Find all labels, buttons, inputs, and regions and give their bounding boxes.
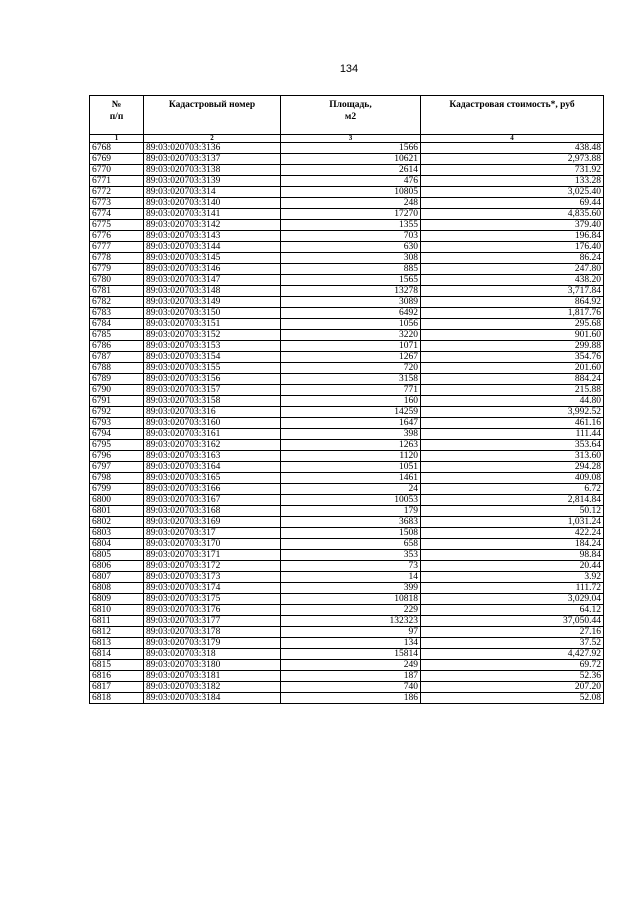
table-row [90, 418, 604, 429]
table-row [90, 473, 604, 484]
header-area: Площадь, м2 [281, 96, 421, 135]
cadastral-value-cell: 731.92 [421, 165, 604, 176]
cadastral-value-cell: 353.64 [421, 440, 604, 451]
area-cell: 10818 [281, 594, 421, 605]
table-row [90, 165, 604, 176]
row-number-cell: 6800 [90, 495, 144, 506]
table-row [90, 528, 604, 539]
row-number-cell: 6805 [90, 550, 144, 561]
table-row [90, 385, 604, 396]
row-number-cell: 6769 [90, 154, 144, 165]
cadastral-value-cell: 1,817.76 [421, 308, 604, 319]
row-number-cell: 6802 [90, 517, 144, 528]
cadastral-number-cell: 89:03:020703:3156 [144, 374, 281, 385]
cadastral-number-cell: 89:03:020703:3151 [144, 319, 281, 330]
area-cell: 249 [281, 660, 421, 671]
table-row [90, 693, 604, 704]
cadastral-value-cell: 176.40 [421, 242, 604, 253]
row-number-cell: 6773 [90, 198, 144, 209]
table-row [90, 308, 604, 319]
table-row [90, 341, 604, 352]
area-cell: 2614 [281, 165, 421, 176]
table-row [90, 638, 604, 649]
cadastral-number-cell: 89:03:020703:3158 [144, 396, 281, 407]
row-number-cell: 6768 [90, 143, 144, 154]
table-row [90, 429, 604, 440]
cadastral-number-cell: 89:03:020703:3161 [144, 429, 281, 440]
cadastral-number-cell: 89:03:020703:3178 [144, 627, 281, 638]
cadastral-value-cell: 864.92 [421, 297, 604, 308]
cadastral-value-cell: 3.92 [421, 572, 604, 583]
row-number-cell: 6812 [90, 627, 144, 638]
cadastral-value-cell: 461.16 [421, 418, 604, 429]
table-row [90, 176, 604, 187]
row-number-cell: 6803 [90, 528, 144, 539]
cadastral-value-cell: 207.20 [421, 682, 604, 693]
table-row [90, 671, 604, 682]
area-cell: 160 [281, 396, 421, 407]
cadastral-number-cell: 89:03:020703:3148 [144, 286, 281, 297]
cadastral-value-cell: 3,992.52 [421, 407, 604, 418]
row-number-cell: 6787 [90, 352, 144, 363]
cadastral-value-cell: 27.16 [421, 627, 604, 638]
cadastral-value-cell: 295.68 [421, 319, 604, 330]
row-number-cell: 6783 [90, 308, 144, 319]
cadastral-number-cell: 89:03:020703:318 [144, 649, 281, 660]
cadastral-value-cell: 52.08 [421, 693, 604, 704]
row-number-cell: 6780 [90, 275, 144, 286]
table-row [90, 616, 604, 627]
row-number-cell: 6791 [90, 396, 144, 407]
row-number-cell: 6795 [90, 440, 144, 451]
area-cell: 248 [281, 198, 421, 209]
cadastral-table [89, 95, 604, 704]
area-cell: 1461 [281, 473, 421, 484]
cadastral-value-cell: 86.24 [421, 253, 604, 264]
area-cell: 1267 [281, 352, 421, 363]
table-row [90, 484, 604, 495]
cadastral-number-cell: 89:03:020703:3143 [144, 231, 281, 242]
cadastral-number-cell: 89:03:020703:3150 [144, 308, 281, 319]
cadastral-value-cell: 98.84 [421, 550, 604, 561]
page-number: 134 [339, 63, 359, 75]
row-number-cell: 6814 [90, 649, 144, 660]
table-row [90, 275, 604, 286]
area-cell: 1056 [281, 319, 421, 330]
area-cell: 1355 [281, 220, 421, 231]
area-cell: 771 [281, 385, 421, 396]
row-number-cell: 6817 [90, 682, 144, 693]
column-number: 2 [144, 135, 281, 143]
header-row-number: № п/п [90, 96, 144, 135]
row-number-cell: 6782 [90, 297, 144, 308]
cadastral-number-cell: 89:03:020703:3181 [144, 671, 281, 682]
cadastral-value-cell: 4,427.92 [421, 649, 604, 660]
area-cell: 703 [281, 231, 421, 242]
row-number-cell: 6770 [90, 165, 144, 176]
table-row [90, 187, 604, 198]
cadastral-number-cell: 89:03:020703:3170 [144, 539, 281, 550]
row-number-cell: 6777 [90, 242, 144, 253]
area-cell: 1566 [281, 143, 421, 154]
area-cell: 1263 [281, 440, 421, 451]
cadastral-number-cell: 89:03:020703:3171 [144, 550, 281, 561]
table-row [90, 627, 604, 638]
row-number-cell: 6772 [90, 187, 144, 198]
column-number: 3 [281, 135, 421, 143]
table-row [90, 297, 604, 308]
cadastral-value-cell: 184.24 [421, 539, 604, 550]
cadastral-value-cell: 3,029.04 [421, 594, 604, 605]
area-cell: 179 [281, 506, 421, 517]
row-number-cell: 6785 [90, 330, 144, 341]
table-row [90, 220, 604, 231]
area-cell: 3220 [281, 330, 421, 341]
cadastral-number-cell: 89:03:020703:3160 [144, 418, 281, 429]
row-number-cell: 6799 [90, 484, 144, 495]
area-cell: 3089 [281, 297, 421, 308]
cadastral-value-cell: 3,025.40 [421, 187, 604, 198]
cadastral-number-cell: 89:03:020703:3184 [144, 693, 281, 704]
cadastral-number-cell: 89:03:020703:3176 [144, 605, 281, 616]
row-number-cell: 6798 [90, 473, 144, 484]
area-cell: 132323 [281, 616, 421, 627]
cadastral-value-cell: 37,050.44 [421, 616, 604, 627]
cadastral-value-cell: 299.88 [421, 341, 604, 352]
cadastral-value-cell: 201.60 [421, 363, 604, 374]
row-number-cell: 6816 [90, 671, 144, 682]
cadastral-number-cell: 89:03:020703:3152 [144, 330, 281, 341]
header-cadastral-number: Кадастровый номер [144, 96, 281, 135]
cadastral-value-cell: 20.44 [421, 561, 604, 572]
row-number-cell: 6781 [90, 286, 144, 297]
cadastral-value-cell: 409.08 [421, 473, 604, 484]
cadastral-value-cell: 379.40 [421, 220, 604, 231]
table-row [90, 363, 604, 374]
row-number-cell: 6788 [90, 363, 144, 374]
row-number-cell: 6811 [90, 616, 144, 627]
cadastral-number-cell: 89:03:020703:3155 [144, 363, 281, 374]
table-row [90, 561, 604, 572]
table-row [90, 154, 604, 165]
area-cell: 658 [281, 539, 421, 550]
area-cell: 10805 [281, 187, 421, 198]
area-cell: 24 [281, 484, 421, 495]
row-number-cell: 6779 [90, 264, 144, 275]
row-number-cell: 6810 [90, 605, 144, 616]
cadastral-number-cell: 89:03:020703:3153 [144, 341, 281, 352]
table-row [90, 352, 604, 363]
area-cell: 399 [281, 583, 421, 594]
row-number-cell: 6796 [90, 451, 144, 462]
cadastral-number-cell: 89:03:020703:3182 [144, 682, 281, 693]
table-row [90, 242, 604, 253]
area-cell: 1051 [281, 462, 421, 473]
area-cell: 229 [281, 605, 421, 616]
area-cell: 6492 [281, 308, 421, 319]
column-number: 4 [421, 135, 604, 143]
cadastral-number-cell: 89:03:020703:3157 [144, 385, 281, 396]
area-cell: 10621 [281, 154, 421, 165]
table-row [90, 407, 604, 418]
cadastral-value-cell: 4,835.60 [421, 209, 604, 220]
cadastral-number-cell: 89:03:020703:3167 [144, 495, 281, 506]
cadastral-number-cell: 89:03:020703:3149 [144, 297, 281, 308]
cadastral-value-cell: 133.28 [421, 176, 604, 187]
table-row [90, 253, 604, 264]
row-number-cell: 6804 [90, 539, 144, 550]
area-cell: 14259 [281, 407, 421, 418]
row-number-cell: 6789 [90, 374, 144, 385]
cadastral-value-cell: 354.76 [421, 352, 604, 363]
area-cell: 97 [281, 627, 421, 638]
cadastral-value-cell: 438.48 [421, 143, 604, 154]
row-number-cell: 6778 [90, 253, 144, 264]
cadastral-value-cell: 313.60 [421, 451, 604, 462]
row-number-cell: 6774 [90, 209, 144, 220]
cadastral-number-cell: 89:03:020703:3164 [144, 462, 281, 473]
cadastral-number-cell: 89:03:020703:3137 [144, 154, 281, 165]
area-cell: 1565 [281, 275, 421, 286]
table-row [90, 649, 604, 660]
cadastral-number-cell: 89:03:020703:3141 [144, 209, 281, 220]
area-cell: 353 [281, 550, 421, 561]
cadastral-number-cell: 89:03:020703:3166 [144, 484, 281, 495]
cadastral-number-cell: 89:03:020703:3172 [144, 561, 281, 572]
cadastral-number-cell: 89:03:020703:3136 [144, 143, 281, 154]
row-number-cell: 6792 [90, 407, 144, 418]
cadastral-number-cell: 89:03:020703:3147 [144, 275, 281, 286]
table-row [90, 231, 604, 242]
cadastral-number-cell: 89:03:020703:3173 [144, 572, 281, 583]
cadastral-number-cell: 89:03:020703:3146 [144, 264, 281, 275]
area-cell: 885 [281, 264, 421, 275]
row-number-cell: 6807 [90, 572, 144, 583]
area-cell: 3158 [281, 374, 421, 385]
cadastral-number-cell: 89:03:020703:3144 [144, 242, 281, 253]
cadastral-number-cell: 89:03:020703:3140 [144, 198, 281, 209]
cadastral-number-cell: 89:03:020703:3177 [144, 616, 281, 627]
table-row [90, 319, 604, 330]
row-number-cell: 6790 [90, 385, 144, 396]
table-body [90, 143, 604, 704]
row-number-cell: 6813 [90, 638, 144, 649]
area-cell: 1508 [281, 528, 421, 539]
table-row [90, 462, 604, 473]
cadastral-value-cell: 52.36 [421, 671, 604, 682]
table-row [90, 583, 604, 594]
column-number-row [90, 135, 604, 143]
area-cell: 740 [281, 682, 421, 693]
cadastral-value-cell: 3,717.84 [421, 286, 604, 297]
table-row [90, 539, 604, 550]
area-cell: 17270 [281, 209, 421, 220]
cadastral-value-cell: 2,973.88 [421, 154, 604, 165]
row-number-cell: 6771 [90, 176, 144, 187]
area-cell: 14 [281, 572, 421, 583]
cadastral-number-cell: 89:03:020703:317 [144, 528, 281, 539]
table-row [90, 396, 604, 407]
column-number: 1 [90, 135, 144, 143]
cadastral-number-cell: 89:03:020703:3142 [144, 220, 281, 231]
table-row [90, 506, 604, 517]
table-header-row [90, 96, 604, 135]
area-cell: 1071 [281, 341, 421, 352]
row-number-cell: 6797 [90, 462, 144, 473]
cadastral-value-cell: 438.20 [421, 275, 604, 286]
area-cell: 13278 [281, 286, 421, 297]
cadastral-value-cell: 111.44 [421, 429, 604, 440]
table-row [90, 594, 604, 605]
area-cell: 398 [281, 429, 421, 440]
table-row [90, 660, 604, 671]
table-row [90, 209, 604, 220]
table-row [90, 440, 604, 451]
cadastral-number-cell: 89:03:020703:3174 [144, 583, 281, 594]
area-cell: 134 [281, 638, 421, 649]
table-row [90, 495, 604, 506]
cadastral-value-cell: 247.80 [421, 264, 604, 275]
cadastral-value-cell: 111.72 [421, 583, 604, 594]
cadastral-number-cell: 89:03:020703:3169 [144, 517, 281, 528]
cadastral-number-cell: 89:03:020703:316 [144, 407, 281, 418]
table-row [90, 605, 604, 616]
cadastral-value-cell: 44.80 [421, 396, 604, 407]
row-number-cell: 6776 [90, 231, 144, 242]
area-cell: 1647 [281, 418, 421, 429]
area-cell: 187 [281, 671, 421, 682]
area-cell: 73 [281, 561, 421, 572]
table-row [90, 550, 604, 561]
cadastral-value-cell: 422.24 [421, 528, 604, 539]
area-cell: 10053 [281, 495, 421, 506]
cadastral-number-cell: 89:03:020703:3145 [144, 253, 281, 264]
cadastral-number-cell: 89:03:020703:3165 [144, 473, 281, 484]
row-number-cell: 6806 [90, 561, 144, 572]
row-number-cell: 6775 [90, 220, 144, 231]
table-row [90, 198, 604, 209]
cadastral-number-cell: 89:03:020703:3168 [144, 506, 281, 517]
table-row [90, 286, 604, 297]
row-number-cell: 6809 [90, 594, 144, 605]
row-number-cell: 6793 [90, 418, 144, 429]
cadastral-value-cell: 37.52 [421, 638, 604, 649]
row-number-cell: 6818 [90, 693, 144, 704]
cadastral-value-cell: 901.60 [421, 330, 604, 341]
cadastral-number-cell: 89:03:020703:3163 [144, 451, 281, 462]
row-number-cell: 6786 [90, 341, 144, 352]
table-row [90, 143, 604, 154]
area-cell: 15814 [281, 649, 421, 660]
area-cell: 186 [281, 693, 421, 704]
row-number-cell: 6808 [90, 583, 144, 594]
cadastral-value-cell: 1,031.24 [421, 517, 604, 528]
cadastral-value-cell: 6.72 [421, 484, 604, 495]
table-row [90, 264, 604, 275]
table-row [90, 451, 604, 462]
cadastral-number-cell: 89:03:020703:3138 [144, 165, 281, 176]
cadastral-number-cell: 89:03:020703:314 [144, 187, 281, 198]
row-number-cell: 6801 [90, 506, 144, 517]
cadastral-number-cell: 89:03:020703:3180 [144, 660, 281, 671]
cadastral-number-cell: 89:03:020703:3162 [144, 440, 281, 451]
cadastral-value-cell: 196.84 [421, 231, 604, 242]
row-number-cell: 6784 [90, 319, 144, 330]
cadastral-value-cell: 69.44 [421, 198, 604, 209]
area-cell: 308 [281, 253, 421, 264]
table-row [90, 374, 604, 385]
cadastral-number-cell: 89:03:020703:3179 [144, 638, 281, 649]
cadastral-value-cell: 69.72 [421, 660, 604, 671]
cadastral-value-cell: 2,814.84 [421, 495, 604, 506]
area-cell: 3683 [281, 517, 421, 528]
cadastral-value-cell: 50.12 [421, 506, 604, 517]
cadastral-value-cell: 64.12 [421, 605, 604, 616]
area-cell: 720 [281, 363, 421, 374]
header-cadastral-value: Кадастровая стоимость*, руб [421, 96, 604, 135]
cadastral-number-cell: 89:03:020703:3139 [144, 176, 281, 187]
cadastral-value-cell: 215.88 [421, 385, 604, 396]
row-number-cell: 6794 [90, 429, 144, 440]
cadastral-number-cell: 89:03:020703:3154 [144, 352, 281, 363]
table-row [90, 517, 604, 528]
area-cell: 1120 [281, 451, 421, 462]
table-row [90, 682, 604, 693]
table-row [90, 572, 604, 583]
area-cell: 630 [281, 242, 421, 253]
cadastral-value-cell: 294.28 [421, 462, 604, 473]
cadastral-value-cell: 884.24 [421, 374, 604, 385]
area-cell: 476 [281, 176, 421, 187]
table-row [90, 330, 604, 341]
row-number-cell: 6815 [90, 660, 144, 671]
cadastral-number-cell: 89:03:020703:3175 [144, 594, 281, 605]
